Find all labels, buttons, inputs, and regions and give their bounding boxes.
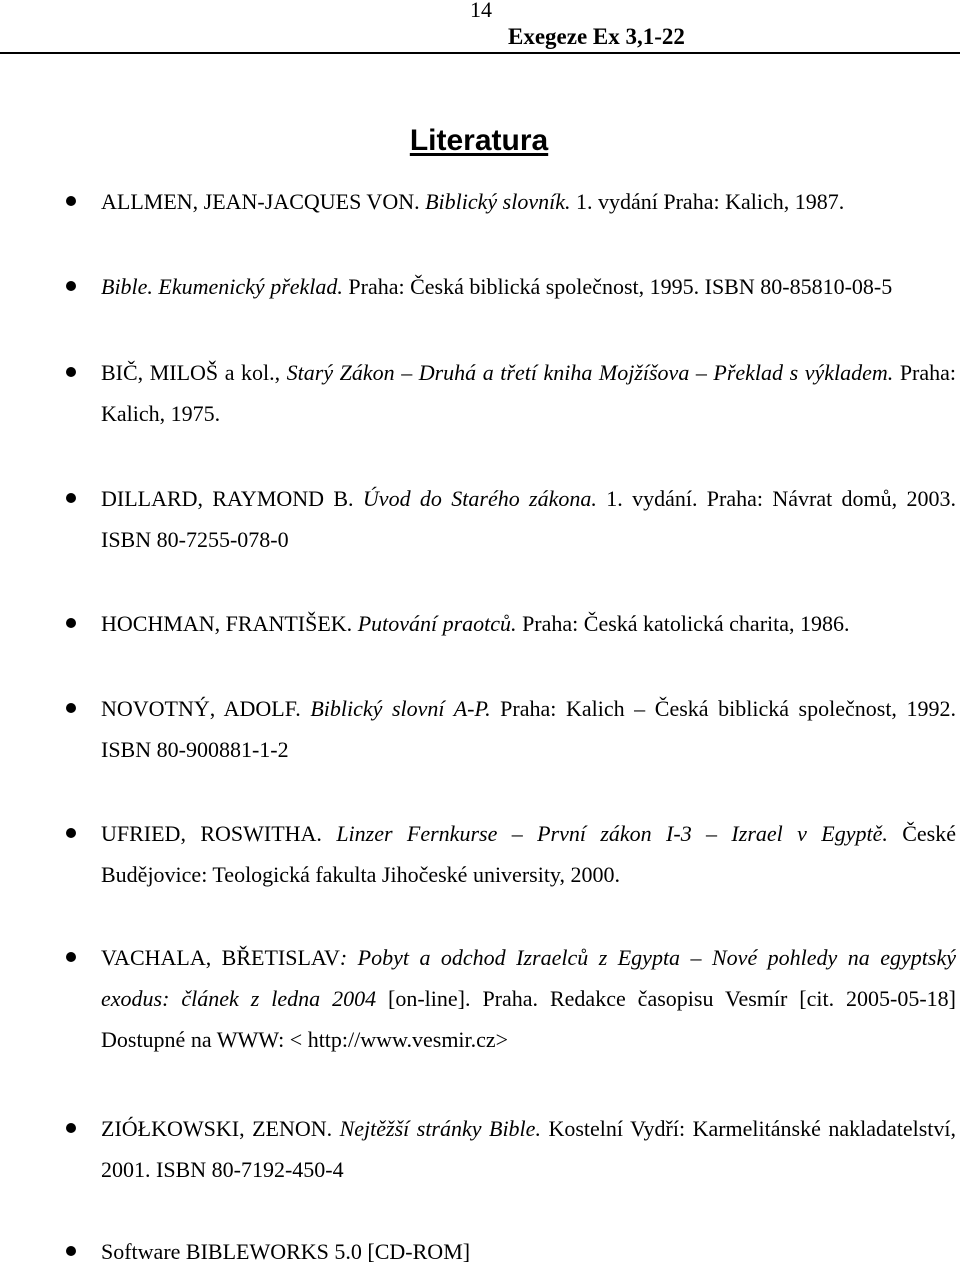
bibliography-text [101, 611, 850, 636]
entry-details: České Budějovice: Teologická fakulta Jihočeské university, 2000. [101, 821, 956, 887]
entry-details: Praha: Kalich, 1975. [101, 360, 957, 426]
bibliography-text [101, 945, 956, 1052]
bibliography-entry [101, 352, 956, 434]
bibliography-text [101, 486, 956, 552]
entry-details: Kostelní Vydří: Karmelitánské nakladatelství, 2001. ISBN 80-7192-450-4 [101, 1116, 957, 1182]
entry-author: HOCHMAN, FRANTIŠEK. [101, 611, 353, 636]
entry-author: UFRIED, ROSWITHA. [101, 821, 322, 846]
entry-title: Linzer Fernkurse – První zákon I-3 – Izrael v Egyptě. [336, 821, 888, 846]
bibliography-text [101, 1239, 470, 1264]
running-title: Exegeze Ex 3,1-22 [508, 24, 685, 49]
entry-details: Praha: Česká biblická společnost, 1995. ISBN 80-85810-08-5 [348, 274, 893, 299]
entry-title: Biblický slovník. [425, 189, 571, 214]
entry-author: DILLARD, RAYMOND B. [101, 486, 354, 511]
bullet-icon [66, 828, 76, 838]
entry-details: [on-line]. Praha. Redakce časopisu Vesmír [cit. 2005-05-18] Dostupné na WWW: < http://www.vesmir.cz> [101, 986, 957, 1052]
entry-details: Praha: Kalich – Česká biblická společnost, 1992. ISBN 80-900881-1-2 [101, 696, 957, 762]
entry-author: NOVOTNÝ, ADOLF. [101, 696, 301, 721]
entry-details: 1. vydání. Praha: Návrat domů, 2003. ISBN 80-7255-078-0 [101, 486, 957, 552]
bibliography-text [101, 360, 956, 426]
bibliography-entry [101, 937, 956, 1060]
header-rule [0, 52, 960, 54]
bibliography-entry [101, 813, 956, 895]
bibliography-text [101, 274, 892, 299]
entry-title: Starý Zákon – Druhá a třetí kniha Mojžíšova – Překlad s výkladem. [286, 360, 894, 385]
bullet-icon [66, 367, 76, 377]
bibliography-entry [101, 266, 956, 307]
page-number: 14 [470, 0, 492, 22]
bullet-icon [66, 1123, 76, 1133]
entry-title: Nejtěžší stránky Bible. [339, 1116, 541, 1141]
entry-author: ALLMEN, JEAN-JACQUES VON. [101, 189, 420, 214]
entry-title: Biblický slovní A-P. [310, 696, 491, 721]
bibliography-entry [101, 688, 956, 770]
entry-author: VACHALA, BŘETISLAV [101, 945, 340, 970]
bibliography-entry [101, 1108, 956, 1190]
section-title: Literatura [409, 124, 549, 158]
bullet-icon [66, 493, 76, 503]
bibliography-text [101, 821, 956, 887]
entry-details: Praha: Česká katolická charita, 1986. [522, 611, 850, 636]
bullet-icon [66, 703, 76, 713]
bibliography-text [101, 696, 956, 762]
entry-title: Úvod do Starého zákona. [362, 486, 597, 511]
bullet-icon [66, 952, 76, 962]
bullet-icon [66, 281, 76, 291]
bullet-icon [66, 618, 76, 628]
bullet-icon [66, 196, 76, 206]
entry-title: Bible. Ekumenický překlad. [101, 274, 343, 299]
entry-author: BIČ, MILOŠ a kol., [101, 360, 281, 385]
bibliography-entry [101, 1231, 956, 1272]
bibliography-entry [101, 181, 956, 222]
entry-author: ZIÓŁKOWSKI, ZENON. [101, 1116, 333, 1141]
entry-author: Software BIBLEWORKS 5.0 [CD-ROM] [101, 1239, 471, 1264]
entry-title: Putování praotců. [357, 611, 517, 636]
bibliography-text [101, 1116, 956, 1182]
bibliography-entry [101, 603, 956, 644]
entry-details: 1. vydání Praha: Kalich, 1987. [575, 189, 845, 214]
page-header [0, 0, 960, 55]
bibliography-text [101, 189, 844, 214]
bullet-icon [66, 1246, 76, 1256]
entry-title: : Pobyt a odchod Izraelců z Egypta – Nové pohledy na egyptský exodus: článek z ledna 2004 [101, 945, 956, 1011]
bibliography-entry [101, 478, 956, 560]
